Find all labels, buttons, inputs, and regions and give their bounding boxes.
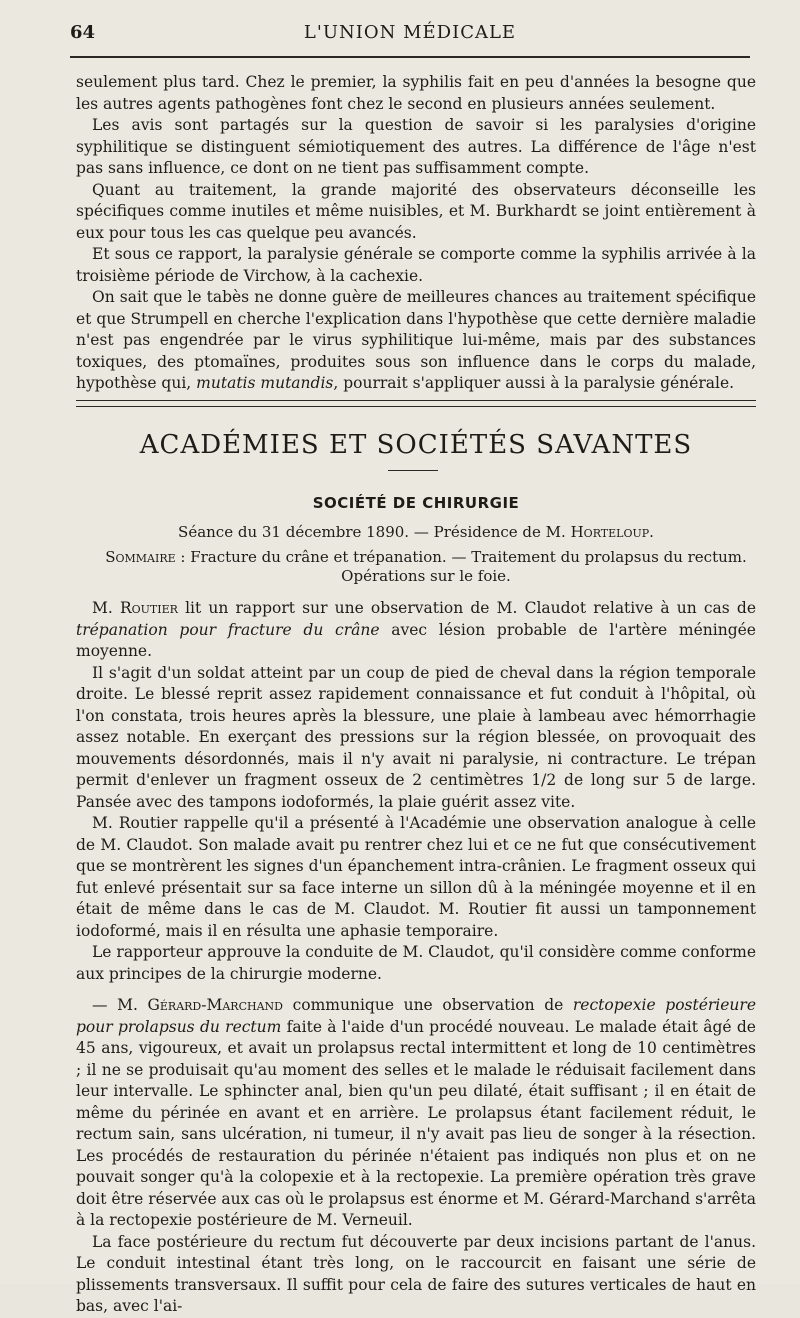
running-title: L'UNION MÉDICALE (303, 22, 517, 43)
paragraph: On sait que le tabès ne donne guère de meilleures chances au traitement spécifique et que Strumpell en cherche l'explication dans l'hypothèse que cette dernière maladie n'est pas engendrée par le virus syphilitique lui-même, mais par des substances toxiques, des ptomaïnes, produites sous son influence dans le corps du malade, hypothèse qui, mutatis mutandis, pourrait s'appliquer aussi à la paralysie générale. (76, 288, 756, 392)
paragraph: M. Routier rappelle qu'il a présenté à l'Académie une observation analogue à celle de M. Claudot. Son malade avait pu rentrer chez lui et ce ne fut que consécutivement que se montrèrent les signes d'un épanchement intra-crânien. Le fragment osseux qui fut enlevé présentait sur sa face interne un sillon dû à la méningée moyenne et il en était de même dans le cas de M. Claudot. M. Routier fit aussi un tamponnement iodoformé, mais il en résulta une aphasie temporaire. (76, 814, 756, 940)
paragraph: Et sous ce rapport, la paralysie générale se comporte comme la syphilis arrivée à la troisième période de Virchow, à la cachexie. (76, 245, 756, 285)
section-divider (76, 400, 756, 407)
paragraph: Le rapporteur approuve la conduite de M. Claudot, qu'il considère comme conforme aux principes de la chirurgie moderne. (76, 943, 756, 983)
page-number: 64 (70, 22, 96, 43)
latin-phrase: mutatis mutandis (196, 374, 334, 392)
session-line: Séance du 31 décembre 1890. — Présidence de M. Horteloup. (178, 523, 654, 541)
president-name: Horteloup (570, 523, 650, 541)
section-title: ACADÉMIES ET SOCIÉTÉS SAVANTES (139, 430, 693, 460)
paragraph: — M. Gérard-Marchand communique une observation de rectopexie postérieure pour prolapsus du rectum faite à l'aide d'un procédé nouveau. Le malade était âgé de 45 ans, vigoureux, et avait un prolapsus rectal intermittent et long de 10 centimètres ; il ne se produisait qu'au moment des selles et le malade le réduisait facilement dans leur intervalle. Le sphincter anal, bien qu'un peu dilaté, était suffisant ; il en était de même du périnée en avant et en arrière. Le prolapsus étant facilement réduit, le rectum sain, sans ulcération, ni tumeur, il n'y avait pas lieu de songer à la résection. Les procédés de restauration du périnée n'étaient pas indiqués non plus et on ne pouvait songer qu'à la colopexie et à la rectopexie. La première opération très grave doit être réservée aux cas où le prolapsus est énorme et M. Gérard-Marchand s'arrêta à la rectopexie postérieure de M. Verneuil. (76, 996, 757, 1229)
paragraph: M. Routier lit un rapport sur une observation de M. Claudot relative à un cas de trépanation pour fracture du crâne avec lésion probable de l'artère méningée moyenne. (76, 599, 756, 660)
paragraph: Quant au traitement, la grande majorité des observateurs déconseille les spécifiques comme inutiles et même nuisibles, et M. Burkhardt se joint entièrement à eux pour tous les cas quelque peu avancés. (76, 180, 756, 242)
paragraph: La face postérieure du rectum fut découverte par deux incisions partant de l'anus. Le conduit intestinal étant très long, on le raccourcit en faisant une série de plissements transversaux. Il suffit pour cela de faire des sutures verticales de haut en bas, avec l'ai- (76, 1232, 756, 1315)
intro-text (76, 72, 756, 395)
paragraph: Il s'agit d'un soldat atteint par un coup de pied de cheval dans la région temporale droite. Le blessé reprit assez rapidement connaissance et fut conduit à l'hôpital, où l'on constata, trois heures après la blessure, une plaie à lambeau avec hémorrhagie assez notable. En exerçant des pressions sur la région blessée, on provoquait des mouvements désordonnés, mais il n'y avait ni paralysie, ni contracture. Le trépan permit d'enlever un fragment osseux de 2 centimètres 1/2 de long sur 5 de large. Pansée avec des tampons iodoformés, la plaie guérit assez vite. (76, 663, 756, 811)
summary: Sommaire : Fracture du crâne et trépanation. — Traitement du prolapsus du rectum. Opérations sur le foie. (105, 548, 747, 585)
summary-label: Sommaire (105, 548, 176, 566)
body-text (76, 598, 756, 1318)
page-header (70, 18, 750, 48)
title-rule (388, 470, 438, 471)
paragraph: seulement plus tard. Chez le premier, la syphilis fait en peu d'années la besogne que les autres agents pathogènes font chez le second en plusieurs années seulement. (76, 73, 756, 113)
header-rule (70, 56, 750, 58)
society-heading: SOCIÉTÉ DE CHIRURGIE (312, 494, 520, 512)
paragraph: Les avis sont partagés sur la question de savoir si les paralysies d'origine syphilitique se distinguent sémiotiquement des autres. La différence de l'âge n'est pas sans influence, ce dont on ne tient pas suffisamment compte. (76, 116, 756, 177)
